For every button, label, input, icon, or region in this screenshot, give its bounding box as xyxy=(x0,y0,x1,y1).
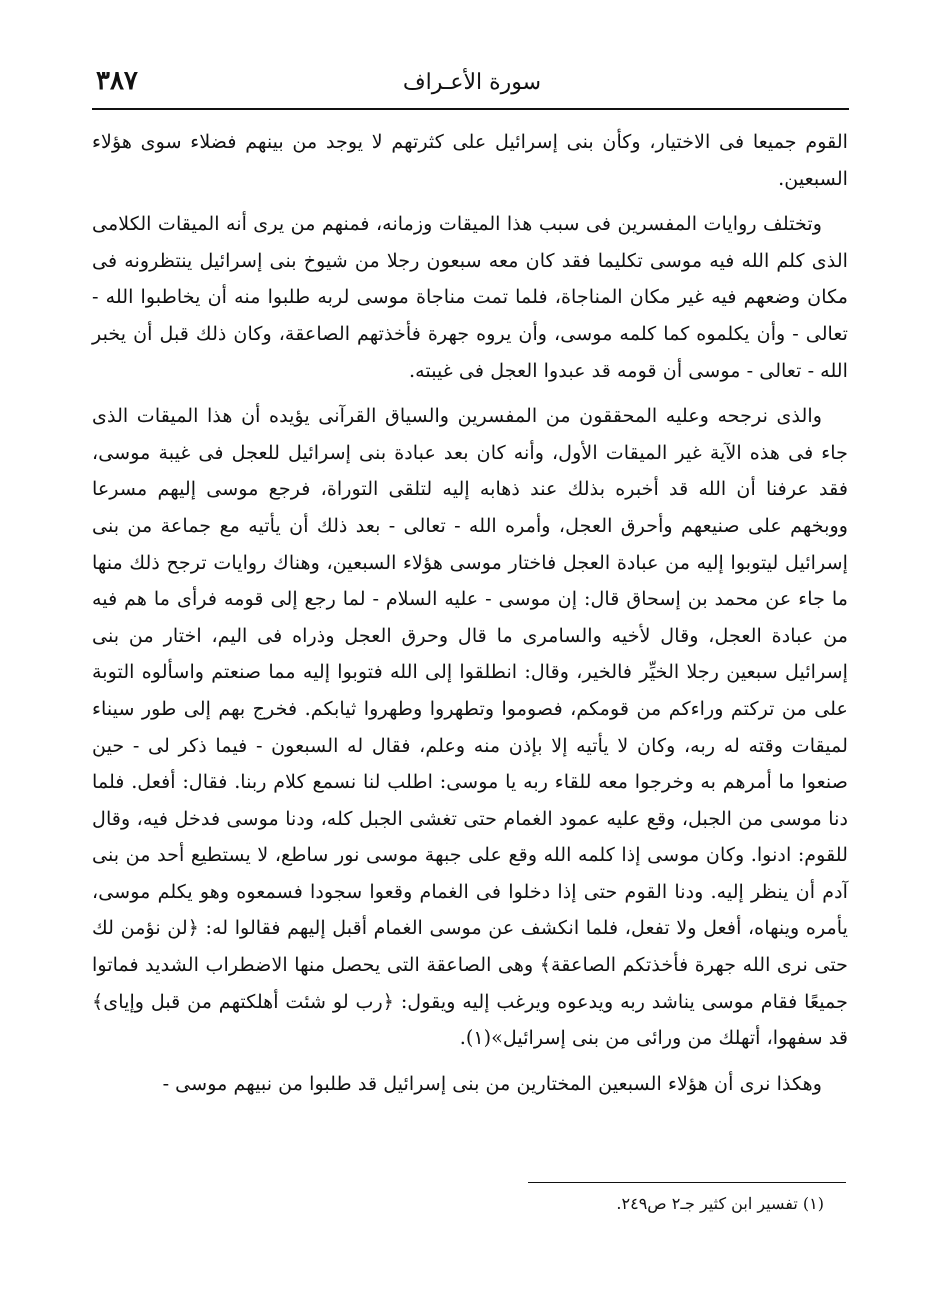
footnote-divider xyxy=(528,1182,846,1183)
page-header xyxy=(96,62,848,102)
header-divider xyxy=(92,108,849,110)
paragraph: والذى نرجحه وعليه المحققون من المفسرين والسياق القرآنى يؤيده أن هذا الميقات الذى جاء فى هذه الآية غير الميقات الأول، وأنه كان بعد عبادة بنى إسرائيل للعجل فى غيبة موسى، فقد عرفنا أن الله قد أخبره بذلك عند ذهابه إليه لتلقى التوراة، فرجع موسى إليهم مسرعا ووبخهم على صنيعهم وأحرق العجل، وأمره الله - تعالى - بعد ذلك أن يأتيه مع جماعة من بنى إسرائيل ليتوبوا إليه من عبادة العجل فاختار موسى هؤلاء السبعين، وهناك روايات ترجح ذلك منها ما جاء عن محمد بن إسحاق قال: إن موسى - عليه السلام - لما رجع إلى قومه فرأى ما هم فيه من عبادة العجل، وقال لأخيه والسامرى ما قال وحرق العجل وذراه فى اليم، اختار من بنى إسرائيل سبعين رجلا الخيِّر فالخير، وقال: انطلقوا إلى الله فتوبوا إليه مما صنعتم واسألوه التوبة على من تركتم وراءكم من قومكم، فصوموا وتطهروا وطهروا ثيابكم. فخرج بهم إلى طور سيناء لميقات وقته له ربه، وكان لا يأتيه إلا بإذن منه وعلم، فقال له السبعون - فيما ذكر لى - حين صنعوا ما أمرهم به وخرجوا معه للقاء ربه يا موسى: اطلب لنا نسمع كلام ربنا. فقال: أفعل. فلما دنا موسى من الجبل، وقع عليه عمود الغمام حتى تغشى الجبل كله، ودنا موسى فدخل فيه، وقال للقوم: ادنوا. وكان موسى إذا كلمه الله وقع على جبهة موسى نور ساطع، لا يستطيع أحد من بنى آدم أن ينظر إليه. ودنا القوم حتى إذا دخلوا فى الغمام وقعوا سجودا فسمعوه وهو يكلم موسى، يأمره وينهاه، أفعل ولا تفعل، فلما انكشف عن موسى الغمام أقبل إليهم فقالوا له: ﴿لن نؤمن لك حتى نرى الله جهرة فأخذتكم الصاعقة﴾ وهى الصاعقة التى يحصل منها الاضطراب الشديد فماتوا جميعًا فقام موسى يناشد ربه ويدعوه ويرغب إليه ويقول: ﴿رب لو شئت أهلكتهم من قبل وإياى﴾ قد سفهوا، أتهلك من ورائى من بنى إسرائيل»(١). xyxy=(92,404,848,1050)
page-number: ٣٨٧ xyxy=(96,66,138,96)
footnote: (١) تفسير ابن كثير جـ٢ ص٢٤٩. xyxy=(616,1194,824,1213)
surah-title: سورة الأعـراف xyxy=(402,70,542,95)
paragraph: وتختلف روايات المفسرين فى سبب هذا الميقات وزمانه، فمنهم من يرى أنه الميقات الكلامى الذى كلم الله فيه موسى تكليما فقد كان معه سبعون رجلا من شيوخ بنى إسرائيل ينتظرونه فى مكان وضعهم فيه غير مكان المناجاة، فلما تمت مناجاة موسى لربه طلبوا منه أن يخاطبوا الله - تعالى - وأن يكلموه كما كلمه موسى، وأن يروه جهرة فأخذتهم الصاعقة، وكان ذلك قبل أن يخبر الله - تعالى - موسى أن قومه قد عبدوا العجل فى غيبته. xyxy=(92,212,848,382)
paragraph: القوم جميعا فى الاختيار، وكأن بنى إسرائيل على كثرتهم لا يوجد من بينهم فضلاء سوى هؤلاء السبعين. xyxy=(92,130,848,190)
paragraph: وهكذا نرى أن هؤلاء السبعين المختارين من بنى إسرائيل قد طلبوا من نبيهم موسى - xyxy=(162,1071,822,1095)
body-text xyxy=(92,124,848,1111)
